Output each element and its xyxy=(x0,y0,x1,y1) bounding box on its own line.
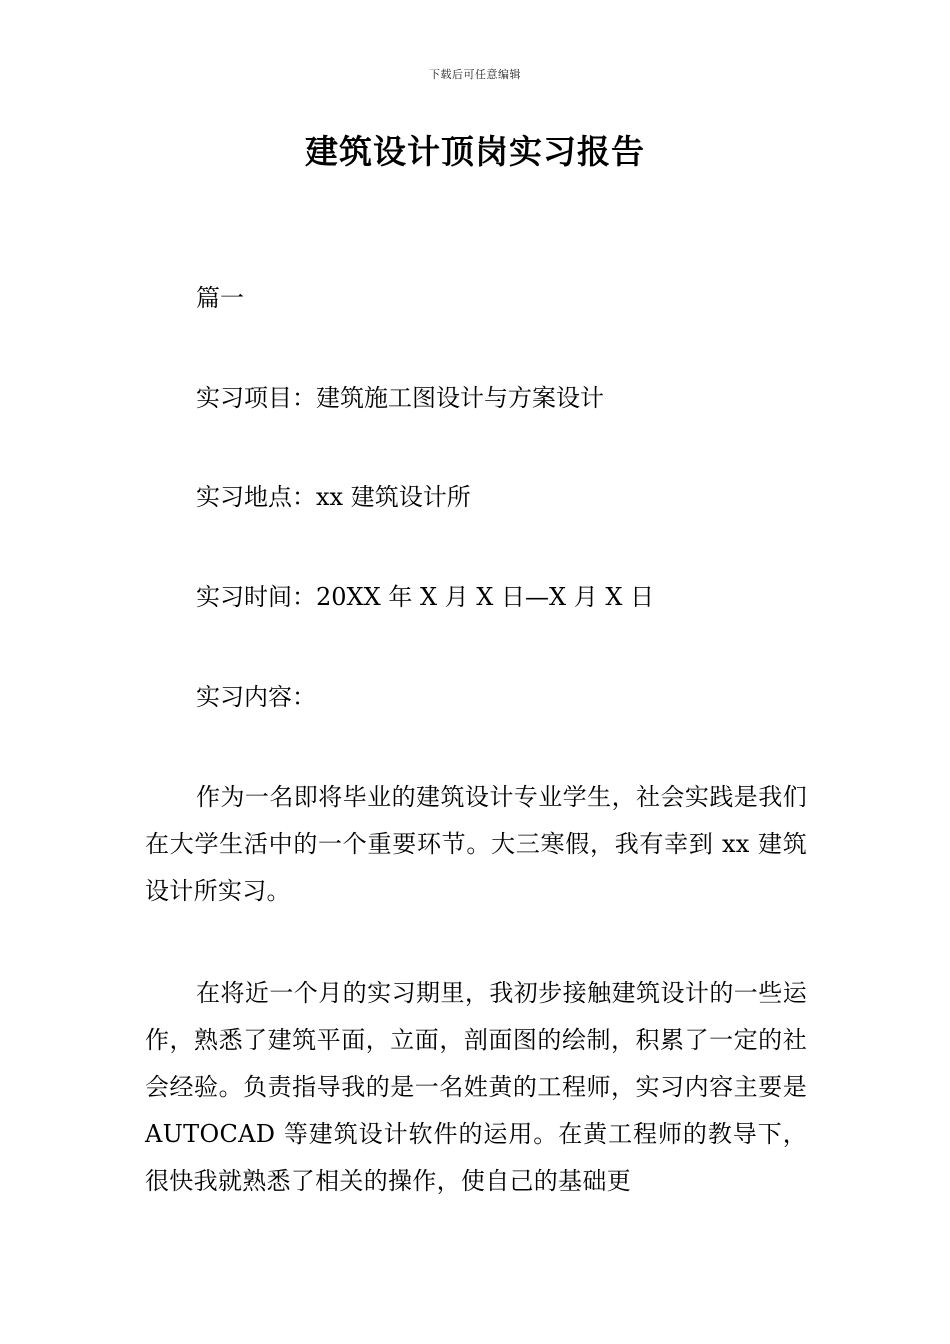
page-title: 建筑设计顶岗实习报告 xyxy=(305,132,645,171)
body-paragraph-1: 作为一名即将毕业的建筑设计专业学生，社会实践是我们在大学生活中的一个重要环节。大三寒假，我有幸到 xx 建筑设计所实习。 xyxy=(145,783,807,905)
header-note: 下载后可任意编辑 xyxy=(429,68,521,81)
section-label: 篇一 xyxy=(196,284,244,312)
body-paragraph-2: 在将近一个月的实习期里，我初步接触建筑设计的一些运作，熟悉了建筑平面，立面，剖面图的绘制，积累了一定的社会经验。负责指导我的是一名姓黄的工程师，实习内容主要是 AUTOCAD 等建筑设计软件的运用。在黄工程师的教导下，很快我就熟悉了相关的操作，使自己的基础更 xyxy=(145,979,807,1195)
field-project: 实习项目：建筑施工图设计与方案设计 xyxy=(196,384,604,412)
field-content-label: 实习内容： xyxy=(196,683,316,711)
field-time: 实习时间：20XX 年 X 月 X 日—X 月 X 日 xyxy=(196,583,655,611)
field-location: 实习地点：xx 建筑设计所 xyxy=(196,483,471,511)
